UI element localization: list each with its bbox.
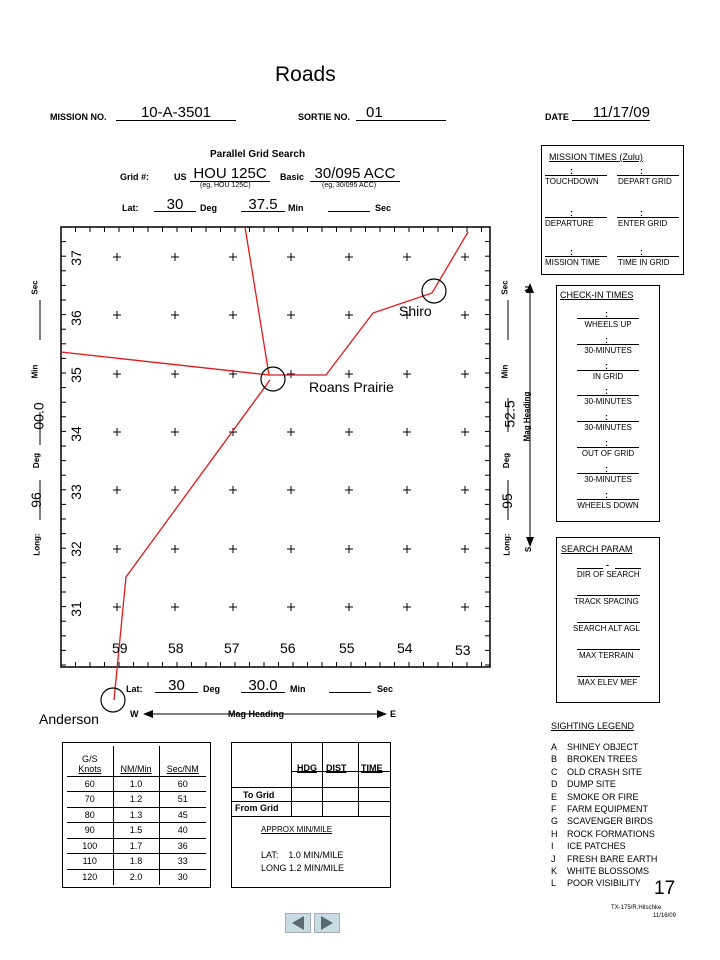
max-elev-label: MAX ELEV MEF xyxy=(578,678,638,687)
left-long-label: Long: xyxy=(32,533,42,556)
speed-table-cell: 45 xyxy=(159,807,206,823)
speed-table-cell: 1.0 xyxy=(113,776,159,792)
sighting-value: ROCK FORMATIONS xyxy=(567,828,655,839)
speed-header-gs: G/S xyxy=(81,753,98,764)
sighting-key: I xyxy=(551,841,554,852)
sighting-key: C xyxy=(551,766,558,777)
north-label: N xyxy=(523,285,534,293)
col-label-57: 57 xyxy=(224,640,240,656)
checkin-item: WHEELS UP xyxy=(584,320,632,329)
mission-value: 10-A-3501 xyxy=(116,104,236,121)
col-label-58: 58 xyxy=(168,640,184,656)
road-north xyxy=(245,227,269,375)
checkin-item: WHEELS DOWN xyxy=(577,500,639,510)
bottom-lat-deg: 30 xyxy=(155,677,198,693)
bottom-lat-sec xyxy=(329,677,371,693)
col-label-59: 59 xyxy=(112,640,128,656)
grid-example: (eg, HOU 125C) xyxy=(200,182,251,189)
row-label-32: 32 xyxy=(67,541,84,557)
right-min-label: Min xyxy=(500,364,510,379)
footer-author: TX-175/R.Hitschke xyxy=(611,905,662,911)
speed-table-row xyxy=(67,854,206,870)
sighting-key: J xyxy=(551,853,556,864)
speed-table-cell: 2.0 xyxy=(113,869,159,885)
sighting-key: E xyxy=(551,791,558,802)
sighting-value: WHITE BLOSSOMS xyxy=(567,866,650,876)
sighting-key: B xyxy=(551,754,558,765)
left-min-label: Min xyxy=(30,364,40,379)
enter-grid-label: ENTER GRID xyxy=(618,219,668,228)
sortie-value: 01 xyxy=(356,104,446,121)
speed-table-cell: 1.5 xyxy=(113,823,159,839)
sighting-key: K xyxy=(551,866,558,876)
speed-table-box xyxy=(62,742,211,888)
row-label-31: 31 xyxy=(67,601,84,617)
speed-table-cell: 36 xyxy=(159,838,206,854)
grid-border xyxy=(61,227,490,667)
checkin-item: OUT OF GRID xyxy=(581,449,635,458)
speed-table-cell: 51 xyxy=(159,792,206,808)
search-param-title: SEARCH PARAM xyxy=(561,544,633,554)
dir-of-search-label: DIR OF SEARCH xyxy=(577,570,640,579)
bottom-lat-label: Lat: xyxy=(126,684,143,694)
sighting-value: DUMP SITE xyxy=(567,779,616,790)
row-label-33: 33 xyxy=(67,484,84,500)
speed-table-row xyxy=(67,792,206,808)
sighting-value: FARM EQUIPMENT xyxy=(567,804,649,814)
speed-table-cell: 30 xyxy=(159,869,206,885)
approx-long: LONG 1.2 MIN/MILE xyxy=(261,863,345,873)
search-alt-label: SEARCH ALT AGL xyxy=(573,624,640,633)
page-number: 17 xyxy=(654,878,676,899)
grid-label: Grid #: xyxy=(120,172,150,182)
top-lat-label: Lat: xyxy=(122,203,139,213)
speed-table-cell: 60 xyxy=(67,776,113,792)
south-label: S xyxy=(524,546,534,553)
checkin-item: 30-MINUTES xyxy=(584,397,632,407)
departure-label: DEPARTURE xyxy=(545,219,594,228)
sighting-value: POOR VISIBILITY xyxy=(567,878,641,889)
west-arrowhead xyxy=(143,710,153,718)
footer-date: 11/16/09 xyxy=(653,913,676,919)
arrow-right-icon xyxy=(315,914,339,932)
speed-table-cell: 120 xyxy=(67,869,113,885)
speed-table-row xyxy=(67,807,206,823)
speed-table-cell: 1.8 xyxy=(113,854,159,870)
bottom-lat-min: 30.0 xyxy=(241,677,285,693)
sighting-value: BROKEN TREES xyxy=(567,754,638,765)
left-long-deg: 96 xyxy=(27,492,44,508)
basic-label: Basic xyxy=(280,172,305,182)
speed-table xyxy=(67,746,206,885)
top-lat-min: 37.5 xyxy=(241,196,285,212)
right-long-deg: 95 xyxy=(498,493,515,509)
mission-times-title: MISSION TIMES (Zulu) xyxy=(549,152,643,162)
us-label: US xyxy=(174,172,187,182)
col-label-55: 55 xyxy=(339,640,355,656)
south-arrowhead xyxy=(526,537,534,547)
time-in-grid-label: TIME IN GRID xyxy=(618,258,670,267)
sighting-value: FRESH BARE EARTH xyxy=(567,853,658,864)
sighting-key: L xyxy=(551,878,557,889)
arrow-left-icon xyxy=(286,914,310,932)
speed-table-row xyxy=(67,869,206,885)
speed-table-row xyxy=(67,838,206,854)
bottom-min-label: Min xyxy=(290,684,306,694)
speed-table-cell: 70 xyxy=(67,792,113,808)
mag-heading-vertical-label: Mag Heading xyxy=(522,391,532,442)
right-sec-label: Sec xyxy=(500,280,510,295)
mag-heading-horizontal-label: Mag Heading xyxy=(228,709,285,719)
left-long-min: 00.0 xyxy=(30,402,47,430)
row-label-35: 35 xyxy=(67,367,84,383)
speed-table-cell: 1.2 xyxy=(113,792,159,808)
shiro-marker xyxy=(422,279,446,303)
approx-title: APPROX MIN/MILE xyxy=(261,825,333,834)
top-deg-label: Deg xyxy=(200,203,218,213)
col-label-54: 54 xyxy=(397,640,413,656)
speed-table-cell: 1.3 xyxy=(113,807,159,823)
next-slide-button[interactable] xyxy=(314,913,340,933)
checkin-item: 30-MINUTES xyxy=(584,474,632,484)
mission-label: MISSION NO. xyxy=(50,112,107,122)
checkin-box: CHECK-IN TIMES : WHEELS UP : 30-MINUTES : IN GRID : 30-MINUTES : 30-MINUTES : OUT OF GRID : 30-MINUTES : WHEELS DOWN xyxy=(556,285,660,522)
top-min-label: Min xyxy=(288,203,304,213)
anderson-marker xyxy=(101,688,125,712)
speed-table-cell: 60 xyxy=(159,776,206,792)
date-value: 11/17/09 xyxy=(572,104,650,121)
nav-row-to-grid: To Grid xyxy=(243,790,275,800)
east-label: E xyxy=(390,709,397,719)
page-title: Roads xyxy=(275,63,336,86)
speed-table-cell: 110 xyxy=(67,854,113,870)
row-label-37: 37 xyxy=(67,250,84,266)
track-spacing-label: TRACK SPACING xyxy=(574,597,639,606)
speed-table-cell: 33 xyxy=(159,854,206,870)
place-roans-prairie: Roans Prairie xyxy=(309,379,394,395)
sighting-key: D xyxy=(551,779,558,790)
top-sec-label: Sec xyxy=(375,203,392,213)
speed-table-cell: 80 xyxy=(67,807,113,823)
mission-times-box: MISSION TIMES (Zulu) : : TOUCHDOWN DEPART GRID : : DEPARTURE ENTER GRID : : MISSION TIME TIME IN GRID xyxy=(541,145,684,275)
west-label: W xyxy=(130,709,139,719)
depart-grid-label: DEPART GRID xyxy=(618,177,672,186)
row-label-36: 36 xyxy=(67,310,84,326)
top-lat-deg: 30 xyxy=(154,196,196,212)
mission-time-label: MISSION TIME xyxy=(545,258,600,267)
left-deg-label: Deg xyxy=(32,452,42,469)
grid-search-heading: Parallel Grid Search xyxy=(210,149,306,160)
speed-table-cell: 90 xyxy=(67,823,113,839)
place-anderson: Anderson xyxy=(39,711,99,727)
nav-row-from-grid: From Grid xyxy=(235,803,279,813)
sighting-value: OLD CRASH SITE xyxy=(567,766,643,777)
grid-value: HOU 125C xyxy=(190,165,270,182)
sighting-value: SCAVENGER BIRDS xyxy=(567,816,653,827)
nav-header-dist: DIST xyxy=(326,763,347,773)
bottom-deg-label: Deg xyxy=(203,684,221,694)
east-arrowhead xyxy=(377,710,387,718)
date-label: DATE xyxy=(545,112,569,122)
approx-lat: LAT: 1.0 MIN/MILE xyxy=(261,850,344,860)
search-param-box: SEARCH PARAM - DIR OF SEARCH TRACK SPACING SEARCH ALT AGL MAX TERRAIN MAX ELEV MEF xyxy=(556,537,660,703)
basic-value: 30/095 ACC xyxy=(310,165,400,182)
nav-header-time: TIME xyxy=(361,763,383,773)
sighting-value: ICE PATCHES xyxy=(567,841,626,852)
col-label-56: 56 xyxy=(280,640,296,656)
col-label-53: 53 xyxy=(455,642,471,658)
speed-header-sec-nm: Sec/NM xyxy=(166,763,199,774)
sighting-key: F xyxy=(551,804,557,814)
place-shiro: Shiro xyxy=(399,303,432,319)
road-south xyxy=(114,380,270,700)
speed-table-cell: 40 xyxy=(159,823,206,839)
previous-slide-button[interactable] xyxy=(285,913,311,933)
checkin-item: IN GRID xyxy=(592,371,624,381)
sighting-value: SHINEY OBJECT xyxy=(567,742,639,752)
max-terrain-label: MAX TERRAIN xyxy=(579,651,634,660)
speed-table-row xyxy=(67,776,206,792)
sighting-legend-title: SIGHTING LEGEND xyxy=(551,721,635,731)
right-deg-label: Deg xyxy=(502,452,512,469)
speed-header-nm-min: NM/Min xyxy=(113,746,159,776)
bottom-sec-label: Sec xyxy=(377,684,394,694)
basic-example: (eg, 30/095 ACC) xyxy=(322,182,377,189)
roads xyxy=(61,227,468,700)
right-long-label: Long: xyxy=(502,533,512,556)
checkin-item: 30-MINUTES xyxy=(584,423,632,433)
sighting-key: G xyxy=(551,816,559,827)
sighting-key: H xyxy=(551,828,558,839)
roans-prairie-marker xyxy=(261,367,285,391)
touchdown-label: TOUCHDOWN xyxy=(545,177,599,186)
row-label-34: 34 xyxy=(67,426,84,442)
speed-table-row xyxy=(67,823,206,839)
speed-header-knots: Knots xyxy=(78,763,102,774)
left-sec-label: Sec xyxy=(30,280,40,295)
nav-header-hdg: HDG xyxy=(297,763,317,773)
speed-table-cell: 1.7 xyxy=(113,838,159,854)
sighting-key: A xyxy=(551,742,558,752)
right-long-min: 52.5 xyxy=(501,400,518,428)
speed-table-cell: 100 xyxy=(67,838,113,854)
sighting-value: SMOKE OR FIRE xyxy=(567,791,639,802)
checkin-title: CHECK-IN TIMES xyxy=(560,290,634,300)
sortie-label: SORTIE NO. xyxy=(298,112,351,122)
checkin-item: 30-MINUTES xyxy=(584,345,632,355)
nav-table-box xyxy=(231,742,391,888)
